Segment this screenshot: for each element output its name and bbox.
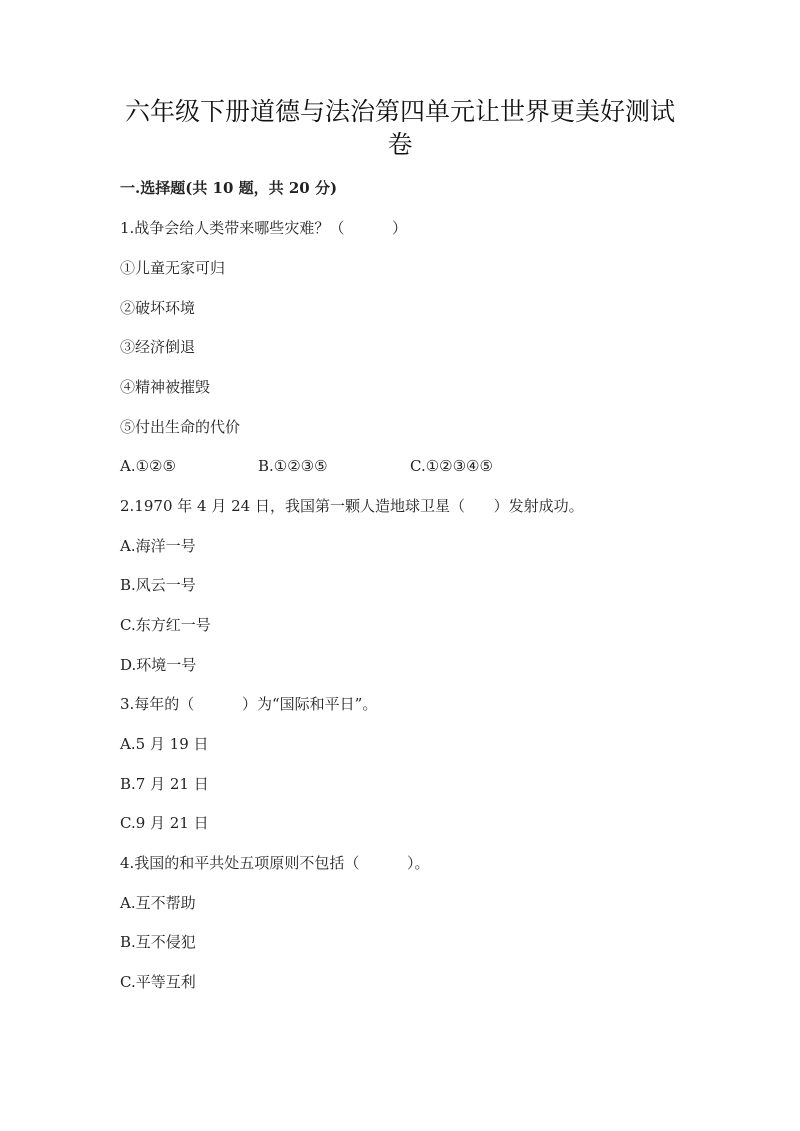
question-1-item: ③经济倒退 — [120, 338, 196, 356]
question-3-option-a: A.5 月 19 日 — [120, 735, 209, 753]
question-1-stem: 1.战争会给人类带来哪些灾难？（ ） — [120, 219, 407, 237]
question-3-option-c: C.9 月 21 日 — [120, 814, 209, 832]
question-1-option-a: A.①②⑤ — [120, 457, 176, 475]
section-heading: 一.选择题(共 10 题，共 20 分) — [120, 179, 338, 197]
question-1-item: ⑤付出生命的代价 — [120, 418, 241, 436]
question-2-option-b: B.风云一号 — [120, 576, 196, 594]
question-2-option-d: D.环境一号 — [120, 656, 197, 674]
question-3-stem: 3.每年的（ ）为“国际和平日”。 — [120, 695, 378, 713]
question-1-item: ④精神被摧毁 — [120, 378, 211, 396]
question-4-option-b: B.互不侵犯 — [120, 933, 196, 951]
page-title-line2: 卷 — [387, 130, 413, 159]
question-2-option-c: C.东方红一号 — [120, 616, 211, 634]
question-4-stem: 4.我国的和平共处五项原则不包括（ ）。 — [120, 854, 430, 872]
question-2-option-a: A.海洋一号 — [120, 537, 196, 555]
question-2-stem: 2.1970 年 4 月 24 日，我国第一颗人造地球卫星（ ）发射成功。 — [120, 497, 584, 515]
question-1-item: ①儿童无家可归 — [120, 259, 226, 277]
question-3-option-b: B.7 月 21 日 — [120, 775, 209, 793]
question-4-option-a: A.互不帮助 — [120, 894, 196, 912]
page-title-line1: 六年级下册道德与法治第四单元让世界更美好测试 — [124, 97, 675, 126]
question-1-option-b: B.①②③⑤ — [258, 457, 328, 475]
question-4-option-c: C.平等互利 — [120, 973, 196, 991]
question-1-option-c: C.①②③④⑤ — [410, 457, 493, 475]
question-1-item: ②破坏环境 — [120, 299, 196, 317]
